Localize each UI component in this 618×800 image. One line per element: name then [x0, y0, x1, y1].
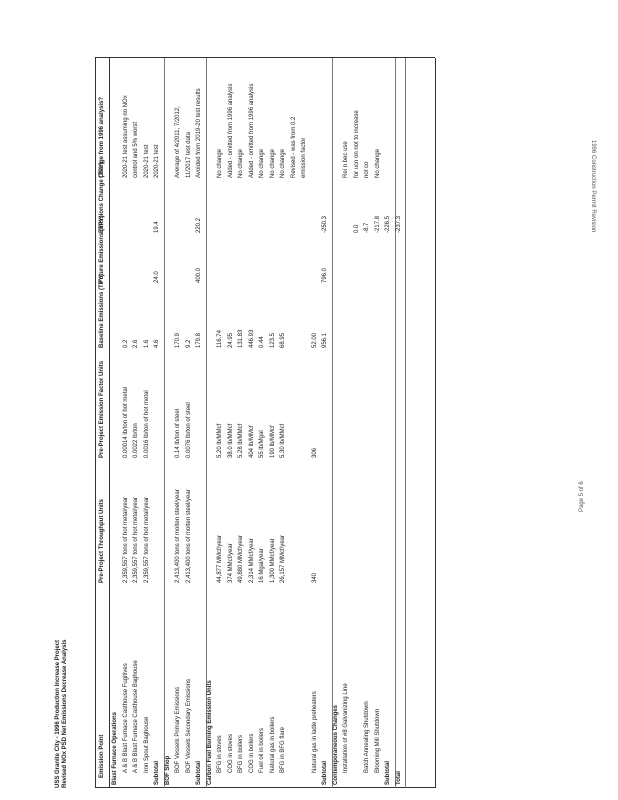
- cell-point: BFG in boilers: [238, 734, 244, 773]
- table-row-item: [269, 58, 280, 788]
- cell-factor: 38.0 lb/MMcf: [227, 423, 234, 458]
- cell-point: Blast Furnace Operations: [112, 711, 118, 785]
- cell-comment: No change: [374, 148, 381, 178]
- cell-throughput: 2,413,400 tons of molten steel/year: [175, 489, 181, 583]
- cell-throughput: 26,157 MMcf/year: [280, 534, 286, 583]
- cell-throughput: 49,880 MMcf/year: [238, 534, 244, 583]
- cell-future: 400.0: [196, 267, 202, 283]
- cell-comment: for ucn on not to increase: [353, 110, 360, 178]
- cell-baseline: 123.5: [269, 332, 276, 348]
- cell-comment: 2020-21 test: [154, 144, 160, 178]
- report-title-line1: USS Granite City - 1996 Production Increase Project: [55, 639, 61, 788]
- cell-point: BFG in BFG flare: [280, 726, 286, 773]
- cell-throughput: 44,877 MMcf/year: [217, 534, 223, 583]
- cell-factor: 5.20 lb/MMcf: [217, 423, 223, 458]
- col-header-factor: Pre-Project Emission Factor Units: [99, 360, 105, 458]
- cell-factor: 306: [311, 447, 318, 458]
- cell-factor: 0.0016 lb/ton of hot metal: [143, 390, 150, 458]
- table-row-item: [248, 58, 259, 788]
- cell-comment: No change: [217, 148, 223, 178]
- cell-point: Iron Spout Baghouse: [143, 716, 150, 773]
- cell-change: -237.3: [395, 215, 402, 233]
- cell-change: -217.8: [374, 215, 381, 233]
- cell-point: Natural gas in ladle preheaters: [311, 691, 318, 773]
- cell-throughput: 2,359,557 tons of hot metal/year: [143, 496, 150, 583]
- table-row-section: [332, 58, 343, 788]
- table-row-total: [395, 58, 406, 788]
- table-row-item: [122, 58, 133, 788]
- table-row-section: [164, 58, 175, 788]
- table-row-subtotal: [195, 58, 206, 788]
- col-header-change: Emissions Change (TPY): [99, 161, 105, 233]
- cell-factor: 55 lb/Mgal: [259, 430, 265, 458]
- table-row-item: [258, 58, 269, 788]
- cell-throughput: 2,359,557 tons of hot metal/year: [122, 496, 129, 583]
- cell-point: Contemporaneous Changes: [332, 704, 339, 785]
- cell-point: BOF Vessels Primary Emissions: [175, 686, 181, 773]
- cell-point: Batch Annealing Shutdown: [364, 701, 370, 773]
- cell-comment: Revised - was from 0.2: [290, 116, 297, 178]
- cell-point: Subtotal: [385, 761, 391, 785]
- cell-change: -250.3: [322, 215, 328, 233]
- cell-baseline: 170.9: [175, 332, 181, 348]
- cell-baseline: 0.44: [259, 336, 265, 348]
- table-row-item: [227, 58, 238, 788]
- table-row-item: [174, 58, 185, 788]
- cell-throughput: 374 MMcf/year: [227, 543, 234, 583]
- cell-comment: Added - omitted from 1996 analysis: [248, 83, 255, 178]
- top-right-label: 1996 Construction Permit Revision: [590, 140, 596, 233]
- cell-baseline: 131.83: [238, 329, 244, 348]
- cell-factor: 5.30 lb/MMcf: [280, 423, 286, 458]
- cell-throughput: 16 Mgal/year: [259, 548, 265, 583]
- cell-change: -8.7: [364, 222, 370, 233]
- table-row-item: [311, 58, 322, 788]
- cell-point: Carbon Fuel Burning Emission Units: [206, 680, 213, 785]
- col-header-throughput: Pre-Project Throughput Units: [99, 499, 105, 583]
- cell-throughput: 340: [311, 572, 318, 583]
- cell-factor: 190 lb/MMcf: [269, 425, 276, 458]
- cell-point: Installation of #8 Galvanizing Line: [343, 683, 349, 773]
- table-row-item: [279, 58, 290, 788]
- cell-future: 24.0: [154, 271, 160, 283]
- cell-comment: No change: [269, 148, 276, 178]
- cell-baseline: 179.8: [196, 332, 202, 348]
- cell-point: COG in stoves: [227, 733, 234, 773]
- cell-point: Blooming Mill Shutdown: [374, 708, 381, 773]
- cell-comment: 11/2017 test data: [185, 132, 192, 178]
- cell-comment: control and 5% worst: [133, 121, 139, 178]
- table-body: [111, 58, 435, 788]
- emissions-table: [95, 58, 435, 788]
- cell-change: 19.4: [154, 221, 160, 233]
- cell-baseline: 2.6: [133, 339, 139, 348]
- cell-point: BOF Shop: [164, 755, 171, 785]
- cell-factor: 5.28 lb/MMcf: [238, 423, 244, 458]
- cell-baseline: 9.2: [185, 339, 192, 348]
- cell-comment: Average of 4/2011, 7/2012,: [175, 106, 181, 178]
- cell-point: Subtotal: [322, 761, 328, 785]
- cell-baseline: 446.93: [248, 329, 255, 348]
- cell-factor: 0.14 lb/ton of steel: [175, 408, 181, 458]
- table-row-item: [132, 58, 143, 788]
- cell-throughput: 1,300 MMcf/year: [269, 538, 276, 583]
- cell-factor: 404 lb/MMcf: [248, 425, 255, 458]
- cell-baseline: 24.95: [227, 332, 234, 348]
- col-header-comment: Change from 1996 analysis?: [99, 96, 105, 178]
- cell-factor: 0.0076 lb/ton of steel: [185, 402, 192, 458]
- cell-factor: 0.0022 lb/ton: [133, 423, 139, 458]
- table-row-subtotal: [384, 58, 395, 788]
- subtotal-rule: [405, 58, 406, 788]
- cell-change: 220.2: [196, 217, 202, 233]
- cell-baseline: 4.6: [154, 339, 160, 348]
- table-row-item: [290, 58, 301, 788]
- cell-throughput: 2,413,400 tons of molten steel/year: [185, 489, 192, 583]
- table-row-item: [237, 58, 248, 788]
- cell-point: Subtotal: [154, 761, 160, 785]
- cell-point: Fuel oil in boilers: [259, 727, 265, 773]
- col-header-baseline: Baseline Emissions (TPY): [99, 274, 105, 348]
- cell-comment: No change: [280, 148, 286, 178]
- cell-comment: Rei n bec use: [343, 141, 349, 178]
- cell-comment: Avoided from 2019-20 test results: [196, 88, 202, 178]
- cell-comment: 2020-21 test assuming no NOx: [122, 95, 129, 178]
- cell-point: A & B Blast Furnace Casthouse Fugitives: [122, 663, 129, 773]
- cell-comment: emission factor: [301, 137, 307, 178]
- cell-comment: not co: [364, 161, 370, 178]
- cell-point: COG in boilers: [248, 733, 255, 773]
- col-header-future: Future Emissions (TPY): [99, 215, 105, 283]
- cell-point: Subtotal: [196, 761, 202, 785]
- cell-throughput: 2,314 MMcf/year: [248, 538, 255, 583]
- cell-point: BFG in stoves: [217, 735, 223, 773]
- table-row-item: [342, 58, 353, 788]
- cell-change: -226.5: [385, 215, 391, 233]
- table-row-item: [353, 58, 364, 788]
- table-row-subtotal: [153, 58, 164, 788]
- cell-point: Total: [395, 771, 402, 785]
- cell-comment: No change: [238, 148, 244, 178]
- cell-comment: 2020-21 test: [143, 144, 150, 178]
- table-row-item: [300, 58, 311, 788]
- table-row-item: [216, 58, 227, 788]
- rotated-table-page: [55, 58, 575, 788]
- table-row-item: [143, 58, 154, 788]
- cell-comment: Added - omitted from 1996 analysis: [227, 83, 234, 178]
- cell-point: A & B Blast Furnace Casthouse Baghouse: [133, 660, 139, 773]
- cell-point: Natural gas in boilers: [269, 716, 276, 773]
- cell-change: 0.0: [353, 224, 360, 233]
- col-header-emission-point: Emission Point: [99, 734, 105, 778]
- report-title-line2: Revised NOx PSD Net Emissions Decrease Analysis: [62, 639, 68, 788]
- table-row-item: [363, 58, 374, 788]
- cell-comment: No change: [259, 148, 265, 178]
- cell-baseline: 68.95: [280, 332, 286, 348]
- table-row-item: [374, 58, 385, 788]
- cell-throughput: 2,359,557 tons of hot metal/year: [133, 496, 139, 583]
- table-row-item: [185, 58, 196, 788]
- cell-baseline: 116.74: [217, 330, 223, 348]
- page-label: Page 5 of 6: [579, 481, 585, 512]
- cell-baseline: 1.6: [143, 339, 150, 348]
- table-row-section: [111, 58, 122, 788]
- cell-baseline: 0.2: [122, 339, 129, 348]
- table-row-subtotal: [321, 58, 332, 788]
- cell-baseline: 956.1: [322, 332, 328, 348]
- cell-baseline: 52.00: [311, 332, 318, 348]
- cell-future: 796.0: [322, 267, 328, 283]
- cell-factor: 0.00014 lb/ton of hot metal: [122, 386, 129, 458]
- table-row-section: [206, 58, 217, 788]
- cell-point: BOF Vessels Secondary Emissions: [185, 678, 192, 773]
